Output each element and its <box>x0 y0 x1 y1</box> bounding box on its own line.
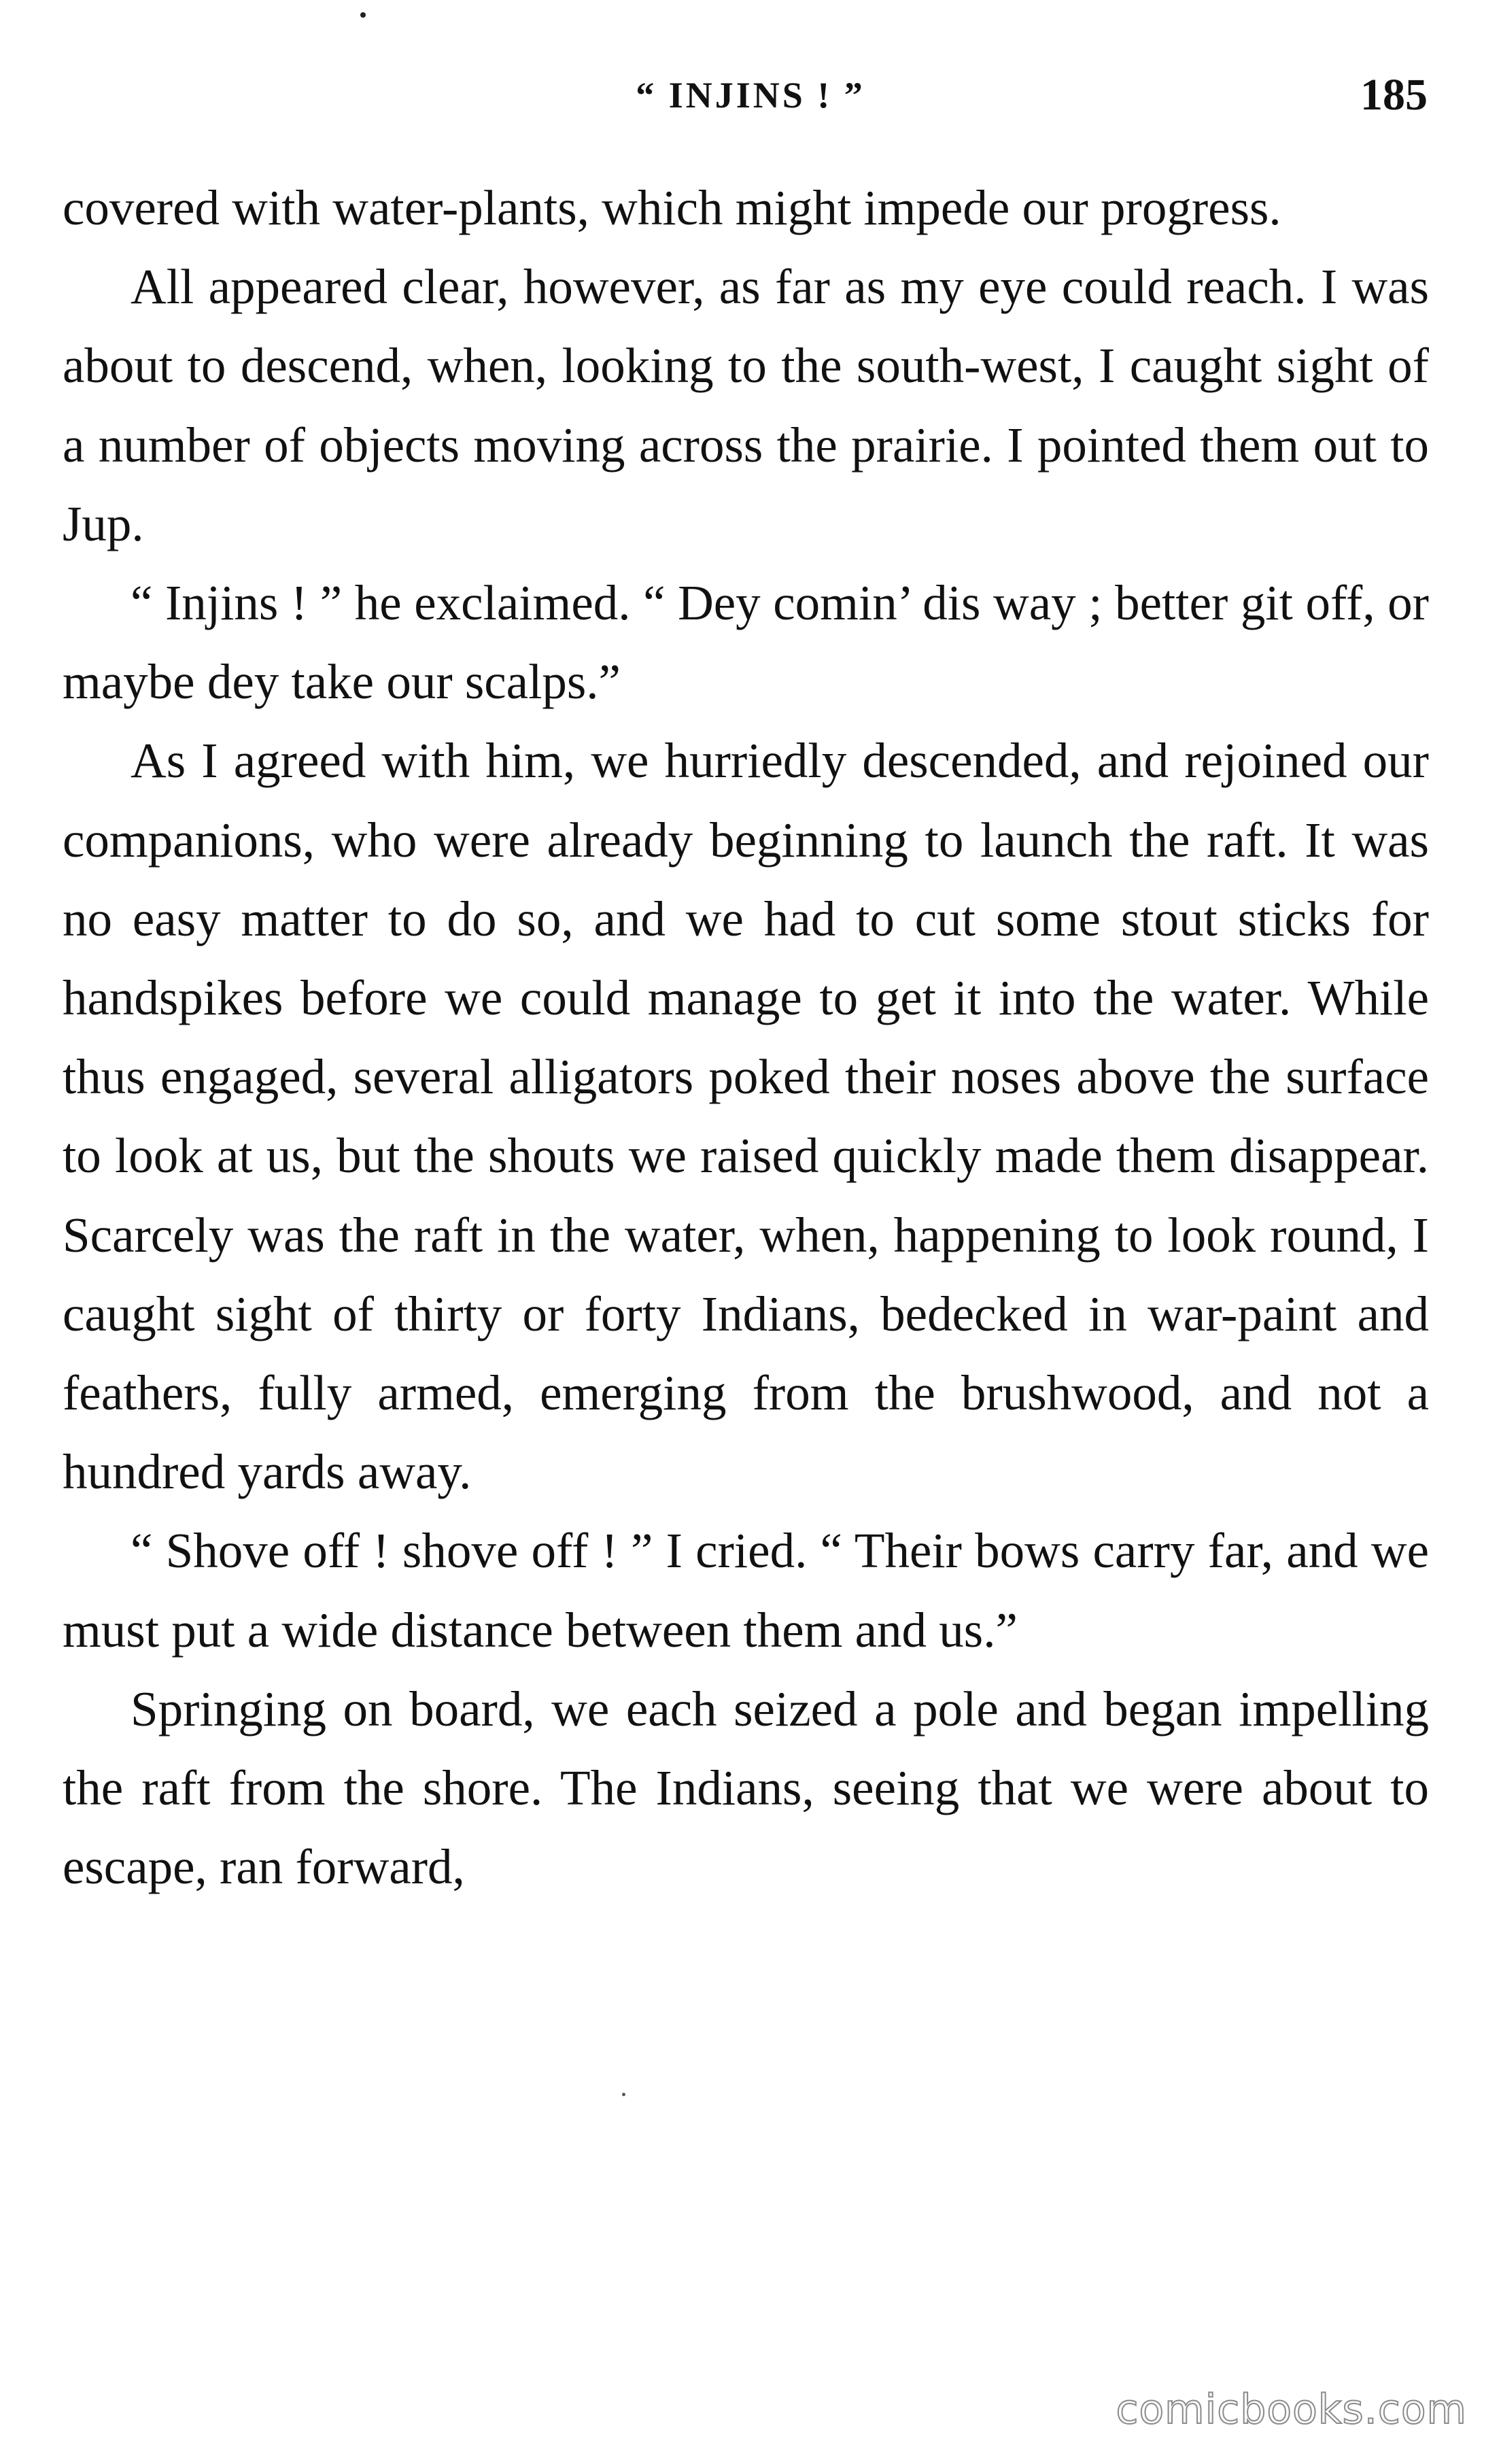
paragraph: “ Shove off ! shove off ! ” I cried. “ Their bows carry far, and we must put a wide distance between them and us.” <box>63 1523 1429 1658</box>
page-number: 185 <box>1360 70 1428 120</box>
running-head <box>0 65 1501 126</box>
watermark: comicbooks.com <box>1116 2386 1467 2433</box>
paragraph: covered with water-plants, which might impede our progress. <box>63 180 1281 235</box>
ink-speck <box>622 2093 625 2096</box>
paragraph: Springing on board, we each seized a pole and began impelling the raft from the shore. The Indians, seeing that we were about to escape, ran forward, <box>63 1681 1429 1895</box>
ink-speck <box>360 12 366 18</box>
paragraph: All appeared clear, however, as far as my eye could reach. I was about to descend, when, looking to the south-west, I caught sight of a number of objects moving across the prairie. I pointed them out to Jup. <box>63 259 1429 551</box>
running-title: “ INJINS ! ” <box>636 75 865 116</box>
body-text <box>63 169 1429 1906</box>
paragraph: As I agreed with him, we hurriedly descended, and rejoined our companions, who were already beginning to launch the raft. It was no easy matter to do so, and we had to cut some stout sticks for handspikes before we could manage to get it into the water. While thus engaged, several alligators poked their noses above the surface to look at us, but the shouts we raised quickly made them disappear. Scarcely was the raft in the water, when, happening to look round, I caught sight of thirty or forty Indians, bedecked in war-paint and feathers, fully armed, emerging from the brushwood, and not a hundred yards away. <box>63 733 1429 1500</box>
paragraph: “ Injins ! ” he exclaimed. “ Dey comin’ dis way ; better git off, or maybe dey take our scalps.” <box>63 575 1429 710</box>
